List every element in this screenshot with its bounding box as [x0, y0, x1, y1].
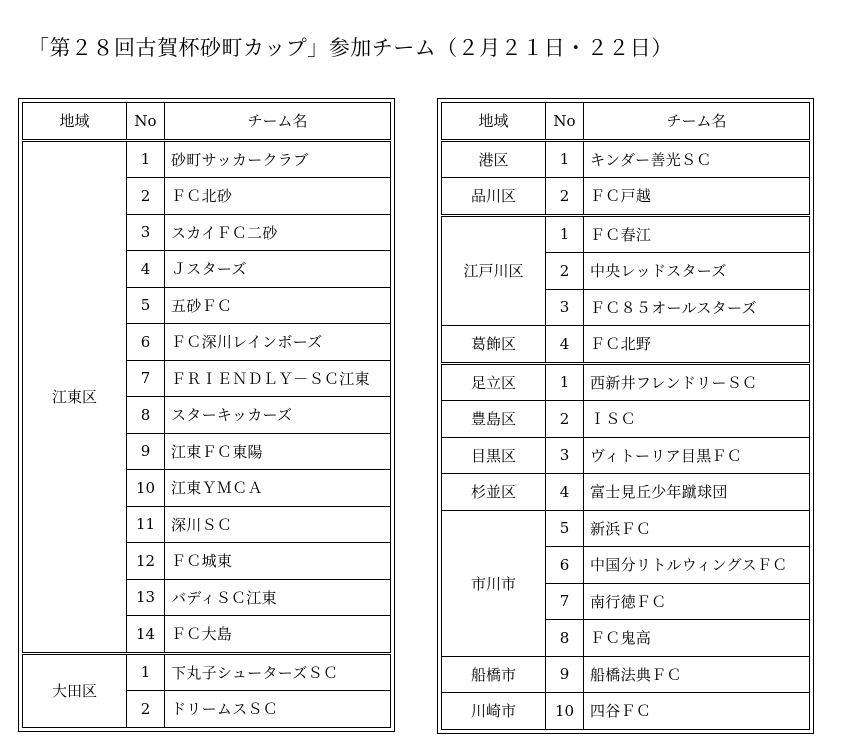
team-name-cell: 深川ＳＣ — [165, 506, 391, 543]
table-header-row — [442, 103, 810, 141]
team-number-cell: 3 — [546, 437, 584, 474]
team-name-cell: ＦＣ大島 — [165, 616, 391, 654]
team-name-cell: 砂町サッカークラブ — [165, 140, 391, 178]
left-team-table — [22, 102, 391, 728]
team-number-cell: 2 — [546, 253, 584, 290]
team-name-cell: ＦＣ北砂 — [165, 178, 391, 215]
table-row — [442, 656, 810, 693]
team-name-cell: 富士見丘少年蹴球団 — [584, 474, 810, 511]
team-number-cell: 6 — [127, 324, 165, 361]
team-number-cell: 4 — [546, 474, 584, 511]
team-name-cell: ＦＣ８５オールスターズ — [584, 289, 810, 326]
page-title: 「第２８回古賀杯砂町カップ」参加チーム（２月２１日・２２日） — [28, 36, 673, 60]
team-name-cell: ＩＳＣ — [584, 401, 810, 438]
header-region: 地域 — [23, 103, 127, 141]
team-number-cell: 10 — [546, 693, 584, 730]
team-name-cell: 新浜ＦＣ — [584, 510, 810, 547]
team-number-cell: 9 — [127, 433, 165, 470]
team-name-cell: 南行徳ＦＣ — [584, 583, 810, 620]
team-name-cell: 中国分リトルウィングスＦＣ — [584, 547, 810, 584]
team-name-cell: 四谷ＦＣ — [584, 693, 810, 730]
team-number-cell: 14 — [127, 616, 165, 654]
table-row — [442, 178, 810, 216]
right-team-table-frame — [437, 98, 814, 734]
table-row — [442, 326, 810, 364]
team-name-cell: ＦＲＩＥＮＤＬＹ－ＳＣ江東 — [165, 360, 391, 397]
table-row — [442, 401, 810, 438]
team-number-cell: 1 — [546, 215, 584, 253]
team-name-cell: ＦＣ春江 — [584, 215, 810, 253]
region-cell: 船橋市 — [442, 656, 546, 693]
team-name-cell: 中央レッドスターズ — [584, 253, 810, 290]
header-region: 地域 — [442, 103, 546, 141]
team-number-cell: 7 — [127, 360, 165, 397]
team-number-cell: 7 — [546, 583, 584, 620]
table-row — [442, 693, 810, 730]
team-name-cell: ＦＣ北野 — [584, 326, 810, 364]
table-row — [442, 363, 810, 401]
team-name-cell: 江東ＦＣ東陽 — [165, 433, 391, 470]
right-team-table — [441, 102, 810, 730]
header-no: No — [127, 103, 165, 141]
team-name-cell: ＦＣ戸越 — [584, 178, 810, 216]
region-cell: 市川市 — [442, 510, 546, 656]
region-cell: 足立区 — [442, 363, 546, 401]
region-cell: 江東区 — [23, 140, 127, 653]
team-name-cell: キンダー善光ＳＣ — [584, 140, 810, 178]
table-header-row — [23, 103, 391, 141]
team-number-cell: 4 — [127, 251, 165, 288]
team-name-cell: ドリームスＳＣ — [165, 691, 391, 728]
region-cell: 品川区 — [442, 178, 546, 216]
region-cell: 目黒区 — [442, 437, 546, 474]
region-cell: 川崎市 — [442, 693, 546, 730]
team-number-cell: 8 — [127, 397, 165, 434]
team-number-cell: 13 — [127, 579, 165, 616]
team-number-cell: 2 — [546, 401, 584, 438]
table-row — [23, 653, 391, 691]
team-number-cell: 3 — [546, 289, 584, 326]
team-name-cell: ヴィトーリア目黒ＦＣ — [584, 437, 810, 474]
region-cell: 江戸川区 — [442, 215, 546, 326]
team-number-cell: 2 — [546, 178, 584, 216]
team-number-cell: 2 — [127, 178, 165, 215]
team-number-cell: 1 — [546, 140, 584, 178]
team-number-cell: 1 — [127, 140, 165, 178]
header-team-name: チーム名 — [584, 103, 810, 141]
region-cell: 豊島区 — [442, 401, 546, 438]
team-number-cell: 8 — [546, 620, 584, 657]
team-name-cell: スカイＦＣ二砂 — [165, 214, 391, 251]
team-name-cell: ＦＣ鬼高 — [584, 620, 810, 657]
region-cell: 葛飾区 — [442, 326, 546, 364]
region-cell: 大田区 — [23, 653, 127, 727]
team-number-cell: 3 — [127, 214, 165, 251]
team-name-cell: 船橋法典ＦＣ — [584, 656, 810, 693]
team-number-cell: 1 — [127, 653, 165, 691]
team-name-cell: 江東ＹＭＣＡ — [165, 470, 391, 507]
right-table-body — [442, 140, 810, 729]
header-team-name: チーム名 — [165, 103, 391, 141]
team-number-cell: 1 — [546, 363, 584, 401]
team-name-cell: 下丸子シューターズＳＣ — [165, 653, 391, 691]
team-number-cell: 12 — [127, 543, 165, 580]
team-number-cell: 6 — [546, 547, 584, 584]
team-number-cell: 9 — [546, 656, 584, 693]
team-number-cell: 4 — [546, 326, 584, 364]
table-row — [442, 140, 810, 178]
team-name-cell: Ｊスターズ — [165, 251, 391, 288]
team-name-cell: バディＳＣ江東 — [165, 579, 391, 616]
team-number-cell: 5 — [127, 287, 165, 324]
table-row — [442, 437, 810, 474]
left-team-table-frame — [18, 98, 395, 732]
left-table-body — [23, 140, 391, 727]
table-row — [442, 474, 810, 511]
team-number-cell: 10 — [127, 470, 165, 507]
table-row — [442, 215, 810, 253]
team-name-cell: ＦＣ城東 — [165, 543, 391, 580]
table-row — [23, 140, 391, 178]
header-no: No — [546, 103, 584, 141]
table-row — [442, 510, 810, 547]
team-number-cell: 2 — [127, 691, 165, 728]
region-cell: 港区 — [442, 140, 546, 178]
team-number-cell: 11 — [127, 506, 165, 543]
team-name-cell: 五砂ＦＣ — [165, 287, 391, 324]
region-cell: 杉並区 — [442, 474, 546, 511]
team-name-cell: 西新井フレンドリーＳＣ — [584, 363, 810, 401]
team-name-cell: スターキッカーズ — [165, 397, 391, 434]
team-number-cell: 5 — [546, 510, 584, 547]
team-name-cell: ＦＣ深川レインボーズ — [165, 324, 391, 361]
